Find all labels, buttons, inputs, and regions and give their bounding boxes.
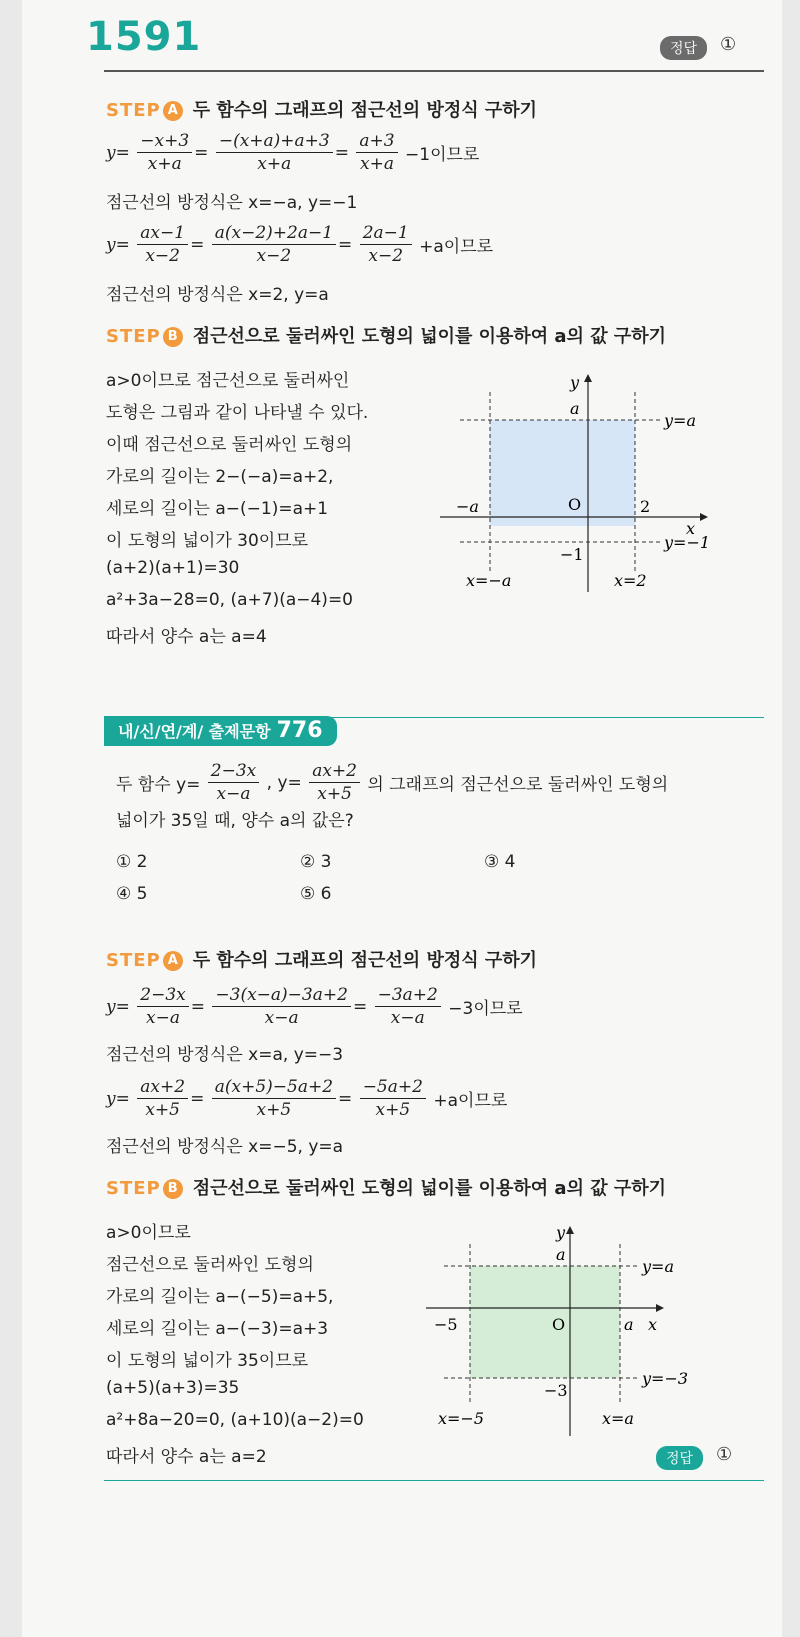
region bbox=[470, 1266, 620, 1378]
asymptote-label: x=a bbox=[602, 1409, 634, 1428]
answer-value: ① bbox=[716, 1444, 733, 1465]
solution-line: 이 도형의 넓이가 35이므로 bbox=[106, 1351, 309, 1371]
solution-line: 가로의 길이는 2−(−a)=a+2, bbox=[106, 467, 334, 487]
solution-line: a>0이므로 점근선으로 둘러싸인 bbox=[106, 371, 350, 391]
asymptote-text-3: 점근선의 방정식은 x=a, y=−3 bbox=[106, 1045, 344, 1065]
asymptote-label: y=a bbox=[664, 411, 696, 430]
choice-3[interactable]: ③ 4 bbox=[484, 852, 516, 872]
step-b-heading: STEP B 점근선으로 둘러싸인 도형의 넓이를 이용하여 a의 값 구하기 bbox=[106, 326, 667, 347]
asymptote-text-1: 점근선의 방정식은 x=−a, y=−1 bbox=[106, 193, 358, 213]
asymptote-text-2: 점근선의 방정식은 x=2, y=a bbox=[106, 285, 329, 305]
solution-line: 세로의 길이는 a−(−1)=a+1 bbox=[106, 499, 329, 519]
answer-badge: 정답 bbox=[656, 1446, 703, 1470]
question-line-1: 두 함수 y= $\frac{2-3x}{x-a}$ , y= $\frac{ax+2}{x+5}$ 의 그래프의 점근선으로 둘러싸인 도형의 bbox=[116, 761, 669, 804]
solution-line: a²+8a−20=0, (a+10)(a−2)=0 bbox=[106, 1410, 364, 1430]
tick-label: a bbox=[624, 1315, 634, 1334]
solution-line: a>0이므로 bbox=[106, 1223, 191, 1243]
choice-2[interactable]: ② 3 bbox=[300, 852, 332, 872]
asymptote-label: x=−5 bbox=[438, 1409, 485, 1428]
choice-4[interactable]: ④ 5 bbox=[116, 884, 148, 904]
tick-label: −a bbox=[456, 497, 479, 516]
solution-line: 도형은 그림과 같이 나타낼 수 있다. bbox=[106, 403, 369, 423]
asymptote-label: y=−3 bbox=[642, 1369, 689, 1388]
asymptote-label: y=−1 bbox=[664, 533, 711, 552]
problem-number: 1591 bbox=[86, 14, 202, 60]
answer-value: ① bbox=[720, 34, 737, 55]
x-axis-label: x bbox=[648, 1315, 658, 1334]
tick-label: −1 bbox=[560, 545, 584, 564]
equation-4: y= $\frac{ax+2}{x+5}$ = $\frac{a(x+5)-5a+2}{x+5}$ = $\frac{-5a+2}{x+5}$ +a이므로 bbox=[106, 1077, 508, 1120]
asymptote-label: y=a bbox=[642, 1257, 674, 1276]
step-b-heading: STEP B 점근선으로 둘러싸인 도형의 넓이를 이용하여 a의 값 구하기 bbox=[106, 1178, 667, 1199]
equation-2: y= $\frac{ax-1}{x-2}$ = $\frac{a(x-2)+2a-1}{x-2}$ = $\frac{2a-1}{x-2}$ +a이므로 bbox=[106, 223, 494, 266]
practice-banner: 내/신/연/계/ 출제문항 776 bbox=[104, 716, 337, 746]
tick-label: a bbox=[570, 399, 580, 418]
tick-label: 2 bbox=[640, 497, 651, 516]
answer-badge: 정답 bbox=[660, 36, 707, 60]
asymptote-text-4: 점근선의 방정식은 x=−5, y=a bbox=[106, 1137, 344, 1157]
footer-rule bbox=[104, 1480, 764, 1481]
solution-line: 이때 점근선으로 둘러싸인 도형의 bbox=[106, 435, 353, 455]
x-axis-label: x bbox=[686, 519, 696, 538]
solution-line: 세로의 길이는 a−(−3)=a+3 bbox=[106, 1319, 329, 1339]
step-a-heading: STEP A 두 함수의 그래프의 점근선의 방정식 구하기 bbox=[106, 950, 538, 971]
solution-line: 따라서 양수 a는 a=2 bbox=[106, 1447, 267, 1467]
equation-1: y= $\frac{-x+3}{x+a}$ = $\frac{-(x+a)+a+3}{x+a}$ = $\frac{a+3}{x+a}$ −1이므로 bbox=[106, 131, 480, 174]
tick-label: −5 bbox=[434, 1315, 458, 1334]
region bbox=[490, 420, 635, 526]
choice-1[interactable]: ① 2 bbox=[116, 852, 148, 872]
origin-label: O bbox=[552, 1315, 566, 1334]
solution-line: 이 도형의 넓이가 30이므로 bbox=[106, 531, 309, 551]
y-axis-label: y bbox=[570, 373, 580, 392]
solution-line: (a+2)(a+1)=30 bbox=[106, 558, 240, 578]
question-line-2: 넓이가 35일 때, 양수 a의 값은? bbox=[116, 811, 354, 831]
asymptote-graph-2 bbox=[420, 1214, 730, 1444]
step-a-heading: STEP A 두 함수의 그래프의 점근선의 방정식 구하기 bbox=[106, 100, 538, 121]
solution-line: 따라서 양수 a는 a=4 bbox=[106, 627, 267, 647]
asymptote-graph-1 bbox=[430, 362, 730, 602]
solution-line: (a+5)(a+3)=35 bbox=[106, 1378, 240, 1398]
asymptote-label: x=2 bbox=[614, 571, 647, 590]
solution-line: a²+3a−28=0, (a+7)(a−4)=0 bbox=[106, 590, 353, 610]
equation-3: y= $\frac{2-3x}{x-a}$ = $\frac{-3(x-a)-3a+2}{x-a}$ = $\frac{-3a+2}{x-a}$ −3이므로 bbox=[106, 985, 523, 1028]
y-axis-label: y bbox=[556, 1223, 566, 1242]
origin-label: O bbox=[568, 495, 582, 514]
tick-label: a bbox=[556, 1245, 566, 1264]
choice-5[interactable]: ⑤ 6 bbox=[300, 884, 332, 904]
solution-line: 점근선으로 둘러싸인 도형의 bbox=[106, 1255, 314, 1275]
header-rule bbox=[104, 70, 764, 72]
asymptote-label: x=−a bbox=[466, 571, 512, 590]
solution-line: 가로의 길이는 a−(−5)=a+5, bbox=[106, 1287, 334, 1307]
tick-label: −3 bbox=[544, 1381, 568, 1400]
